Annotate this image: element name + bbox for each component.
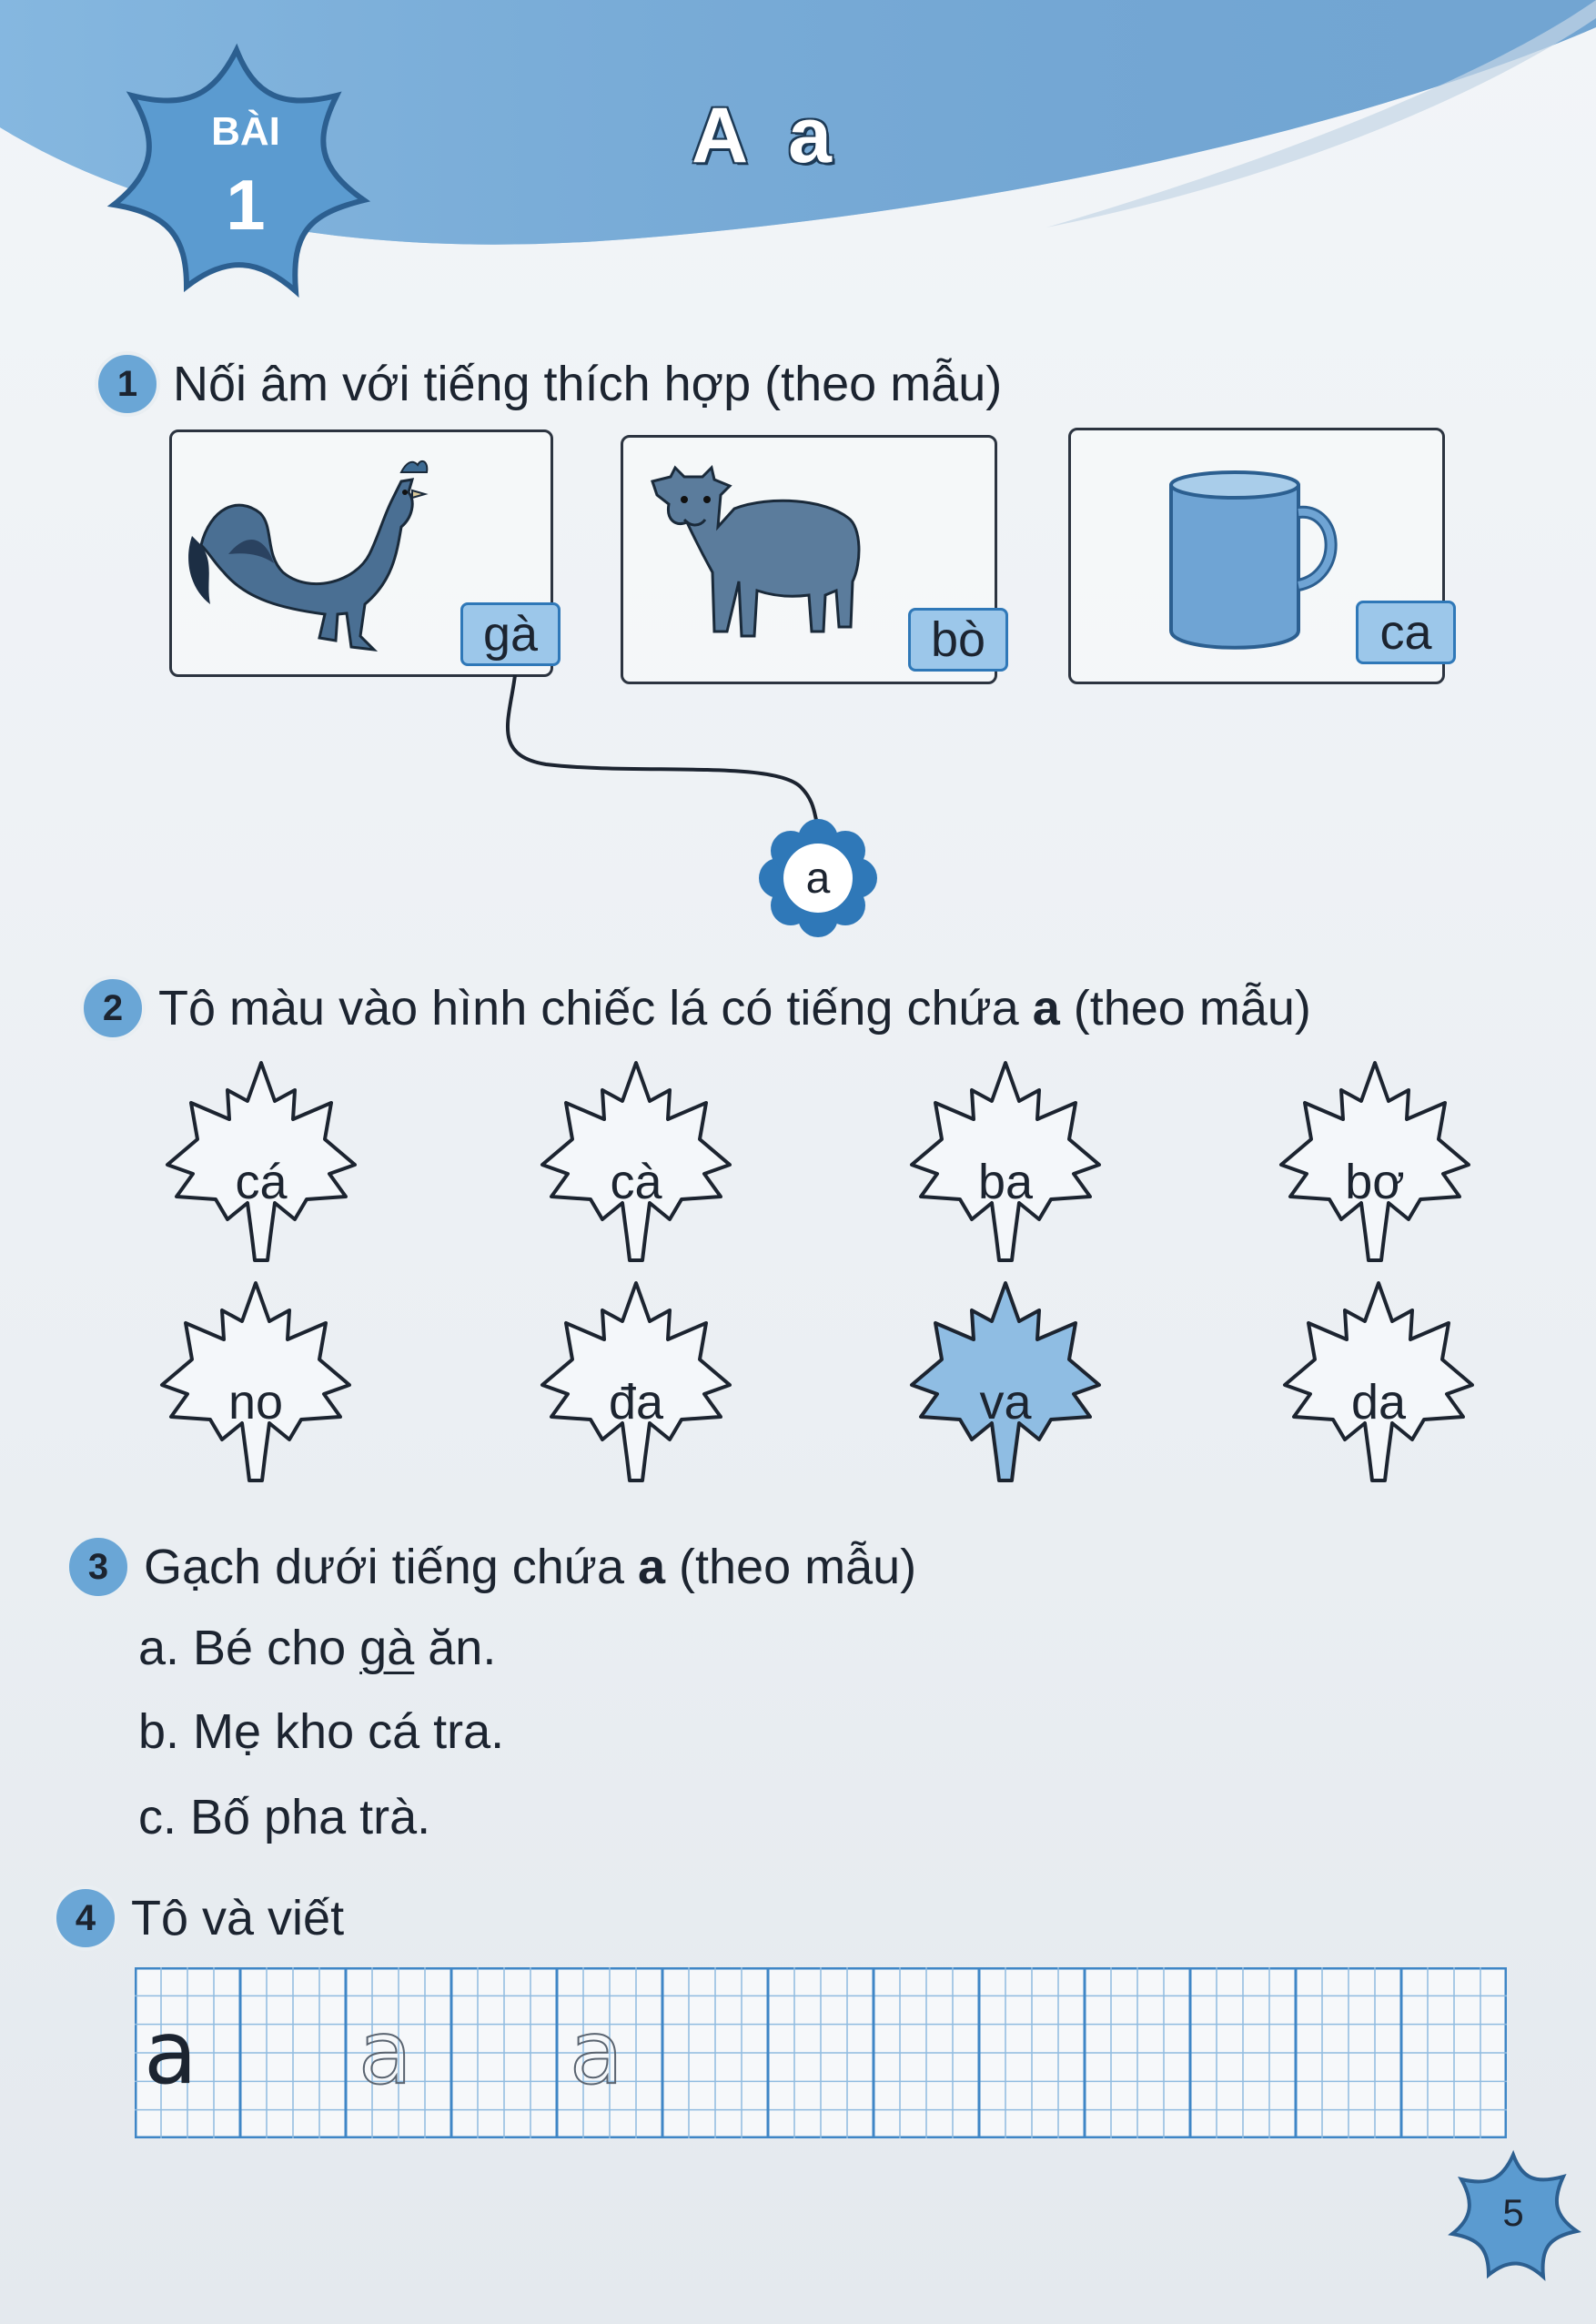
cow-icon [634,445,871,672]
section-2-instruction: Tô màu vào hình chiếc lá có tiếng chứa a (theo mẫu) [158,981,1311,1036]
leaf-da[interactable] [1274,1276,1483,1485]
page-number: 5 [1502,2191,1524,2234]
section-1-heading [95,351,1002,417]
word-tag-ga: gà [460,602,561,666]
rooster-icon [174,445,447,663]
title-lowercase-letter: a [788,92,835,179]
leaf-word: ba [977,1155,1034,1209]
leaf-word: cá [235,1155,288,1209]
leaf-word: no [227,1375,284,1430]
leaf-word: bơ [1345,1155,1405,1209]
word-tag-ca: ca [1356,601,1456,664]
leaf-va-colored[interactable] [901,1276,1110,1485]
section-4-instruction: Tô và viết [131,1891,345,1945]
section-number: 3 [66,1534,131,1600]
section-1-instruction: Nối âm với tiếng thích hợp (theo mẫu) [173,357,1003,411]
writing-grid[interactable] [135,1967,1507,2138]
underlined-word: gà [359,1621,415,1675]
section-number: 1 [95,351,160,417]
leaf-word: da [1350,1375,1407,1430]
section-number: 2 [80,975,146,1041]
sentence-c: c. Bố pha trà. [138,1790,431,1844]
lesson-title [692,91,872,181]
leaf-word: đa [608,1375,664,1430]
sound-letter: a [805,854,831,903]
lesson-label: BÀI [211,109,280,154]
lesson-number: 1 [226,165,266,245]
title-uppercase-letter: A [692,92,753,179]
traced-letter[interactable]: a [359,2002,412,2104]
section-3-heading [66,1534,916,1600]
leaf-word: va [979,1375,1032,1430]
traced-letter[interactable]: a [570,2002,623,2104]
leaf-ca[interactable] [157,1056,366,1265]
sound-flower [759,819,877,937]
sentence-b: b. Mẹ kho cá tra. [138,1704,505,1759]
section-2-heading [80,975,1311,1041]
leaf-da-stroke[interactable] [531,1276,741,1485]
leaf-no[interactable] [151,1276,360,1485]
section-3-instruction: Gạch dưới tiếng chứa a (theo mẫu) [144,1540,917,1594]
leaf-ba[interactable] [901,1056,1110,1265]
word-tag-bo: bò [908,608,1008,672]
sentence-a: a. Bé cho gà ăn. [138,1621,497,1675]
section-number: 4 [53,1885,118,1951]
grid-lines [135,1967,1507,2138]
model-letter: a [144,2002,197,2104]
leaf-bo[interactable] [1270,1056,1480,1265]
leaf-word: cà [610,1155,662,1209]
section-4-heading [53,1885,344,1951]
mug-icon [1162,458,1344,667]
leaf-ca-grave[interactable] [531,1056,741,1265]
